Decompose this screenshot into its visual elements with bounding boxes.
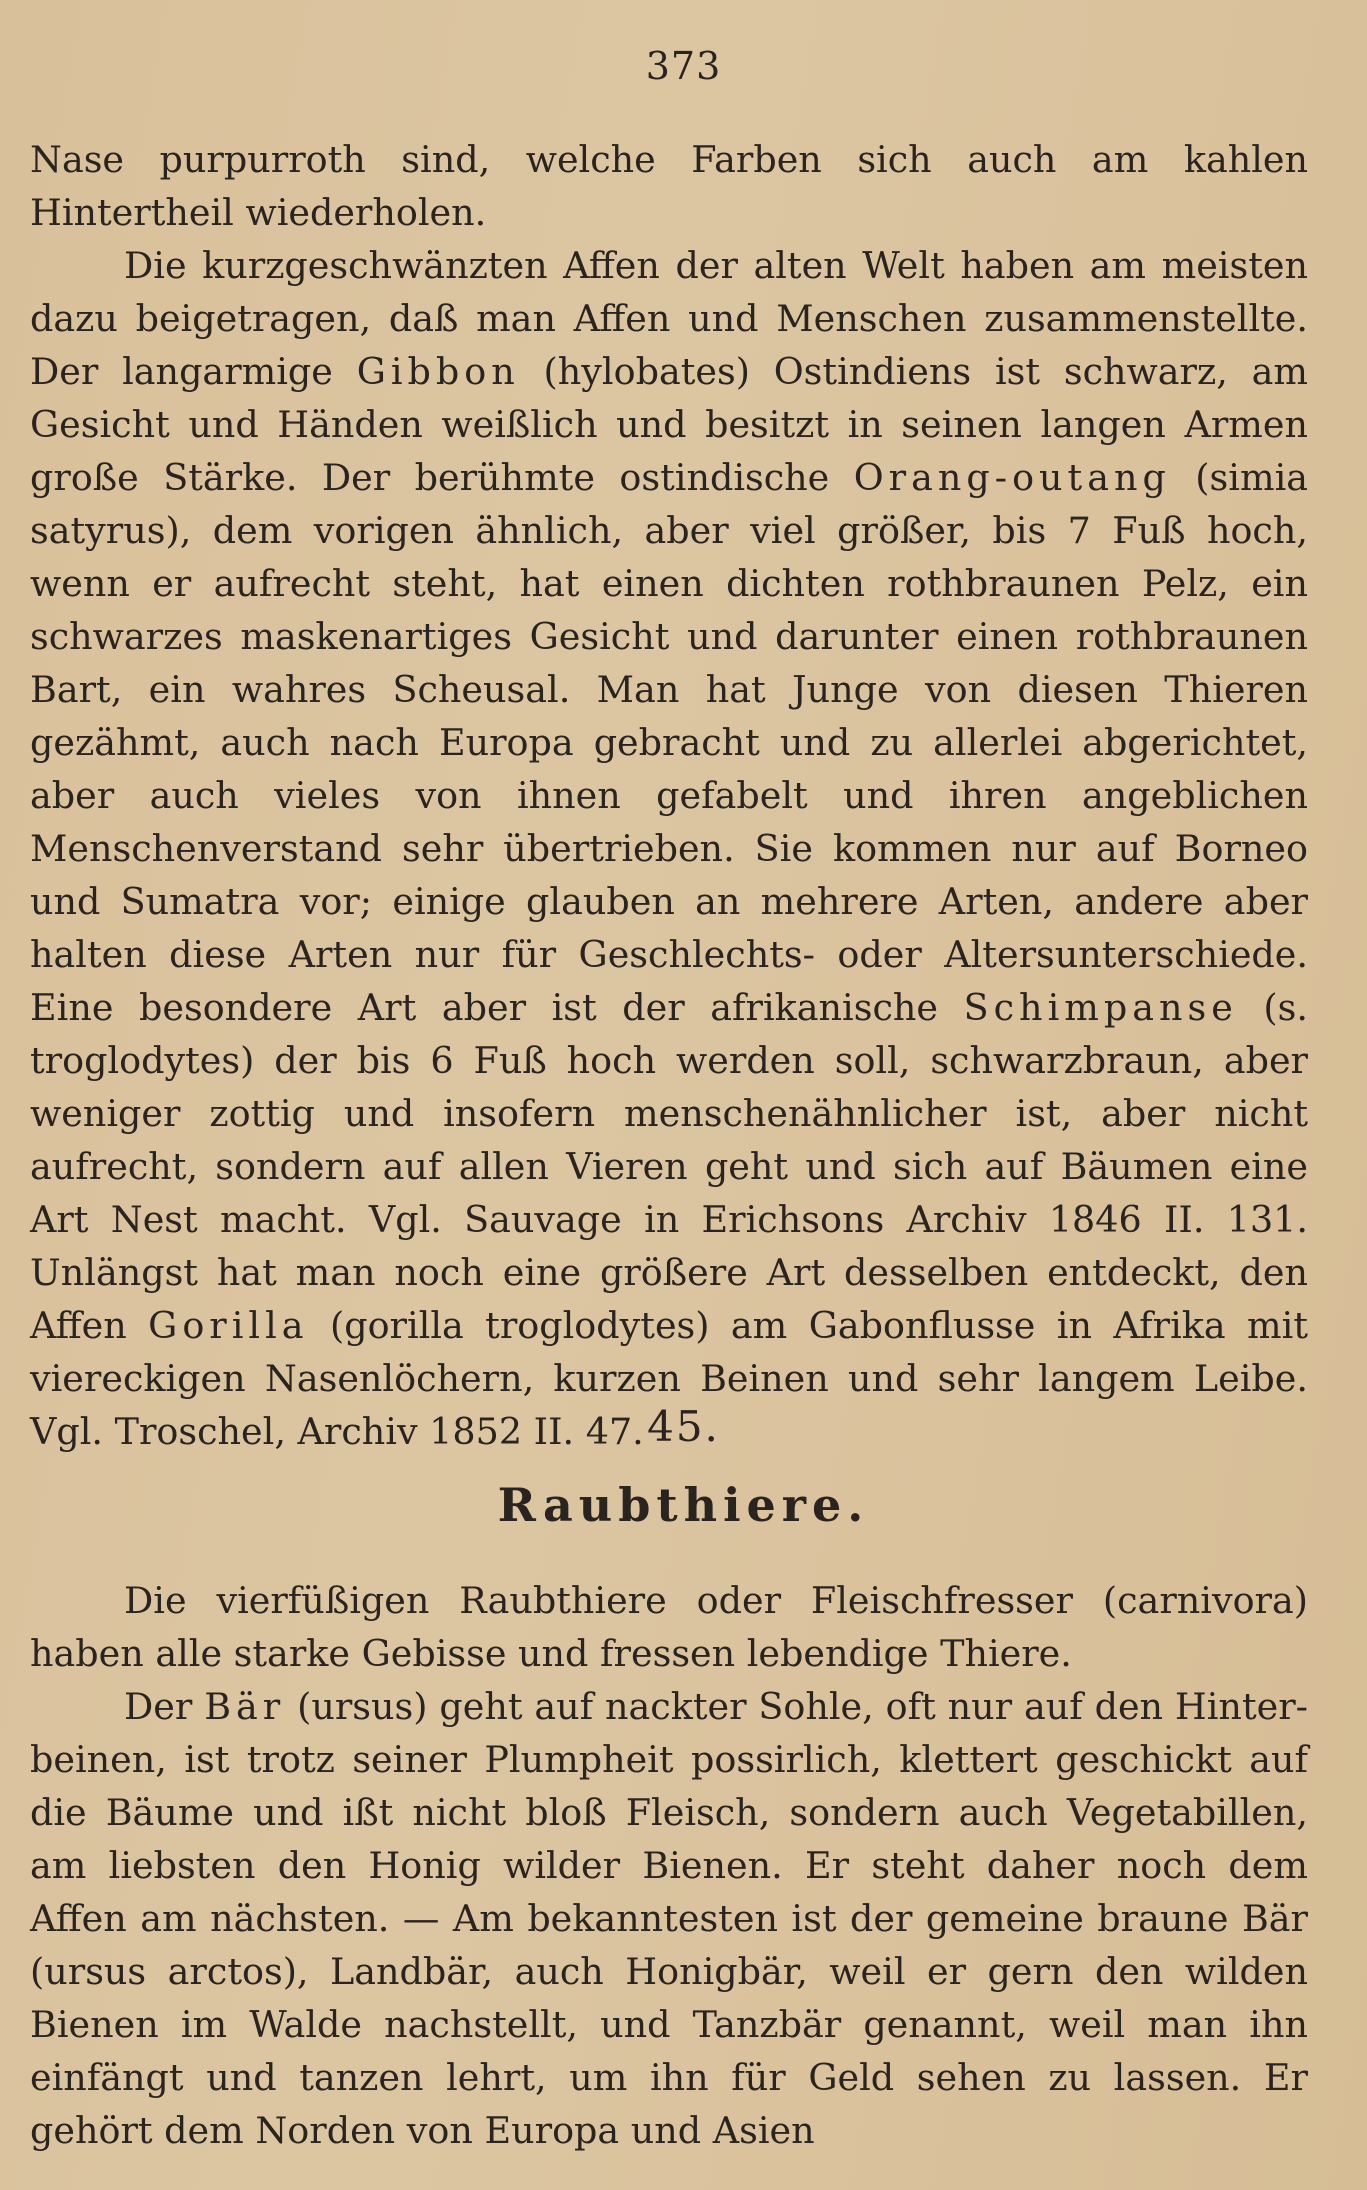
- text-run: Die kurzgeschwänzten Affen der alten Welt haben am meisten dazu beigetragen, daß man Affen und Menschen zusammenstellte. Der langarmige: [30, 244, 1308, 393]
- section-title: Raubthiere.: [497, 1478, 870, 1532]
- lower-text-block: [30, 1574, 1308, 2157]
- text-run: (simia satyrus), dem vorigen ähnlich, aber viel größer, bis 7 Fuß hoch, wenn er aufrecht steht, hat einen dichten rothbraunen Pelz, ein schwarzes maskenartiges Gesicht und darunter einen rothbraunen Bart, ein wahres Scheusal. Man hat Junge von diesen Thieren gezähmt, auch nach Europa gebracht und zu allerlei abgerichtet, aber auch vieles von ihnen gefabelt und ihren angeblichen Menschenverstand sehr übertrieben. Sie kommen nur auf Borneo und Sumatra vor; einige glauben an mehrere Arten, andere aber halten diese Arten nur für Geschlechts- oder Altersunterschiede. Eine besondere Art aber ist der afrikanische: [30, 456, 1309, 1029]
- term-orang-outang: Orang-outang: [853, 456, 1171, 499]
- paragraph-carnivora: Die vierfüßigen Raubthiere oder Fleischfresser (carnivora) haben alle starke Gebisse und fressen lebendige Thiere.: [30, 1579, 1308, 1675]
- term-baer: Bär: [204, 1685, 286, 1728]
- text-run: Der: [124, 1685, 205, 1728]
- term-gibbon: Gibbon: [356, 350, 520, 393]
- paragraph-continuation: Nase purpurroth sind, welche Farben sich auch am kahlen Hintertheil wiederholen.: [30, 138, 1308, 234]
- section-number: 45.: [647, 1402, 720, 1451]
- paragraph-apes: [30, 239, 1308, 1458]
- text-run: (hylobates) Ostindiens ist schwarz, am Gesicht und Händen weißlich und besitzt in seinen langen Armen große Stärke. Der berühmte ostindische: [30, 350, 1308, 499]
- text-run: (s. troglodytes) der bis 6 Fuß hoch werden soll, schwarzbraun, aber weniger zottig und insofern menschenähnlicher ist, aber nicht aufrecht, sondern auf allen Vieren geht und sich auf Bäumen eine Art Nest macht. Vgl. Sauvage in Erichsons Archiv 1846 II. 131. Unlängst hat man noch eine größere Art desselben entdeckt, den Affen: [30, 986, 1308, 1347]
- text-run: (ursus) geht auf nackter Sohle, oft nur auf den Hinterbeinen, ist trotz seiner Plumpheit possirlich, klettert geschickt auf die Bäume und ißt nicht bloß Fleisch, sondern auch Vegetabillen, am liebsten den Honig wilder Bienen. Er steht daher noch dem Affen am nächsten. — Am bekanntesten ist der gemeine braune Bär (ursus arctos), Landbär, auch Honigbär, weil er gern den wilden Bienen im Walde nachstellt, und Tanzbär genannt, weil man ihn einfängt und tanzen lehrt, um ihn für Geld sehen zu lassen. Er gehört dem Norden von Europa und Asien: [30, 1685, 1308, 2152]
- upper-text-block: [30, 133, 1308, 1458]
- text-run: (gorilla troglodytes) am Gabonflusse in Afrika mit viereckigen Nasenlöchern, kurzen Beinen und sehr langem Leibe. Vgl. Troschel, Archiv 1852 II. 47.: [30, 1304, 1308, 1453]
- term-schimpanse: Schimpanse: [963, 986, 1238, 1029]
- paragraph-bear: [30, 1680, 1308, 2157]
- page-number: 373: [645, 44, 722, 88]
- term-gorilla: Gorilla: [148, 1304, 309, 1347]
